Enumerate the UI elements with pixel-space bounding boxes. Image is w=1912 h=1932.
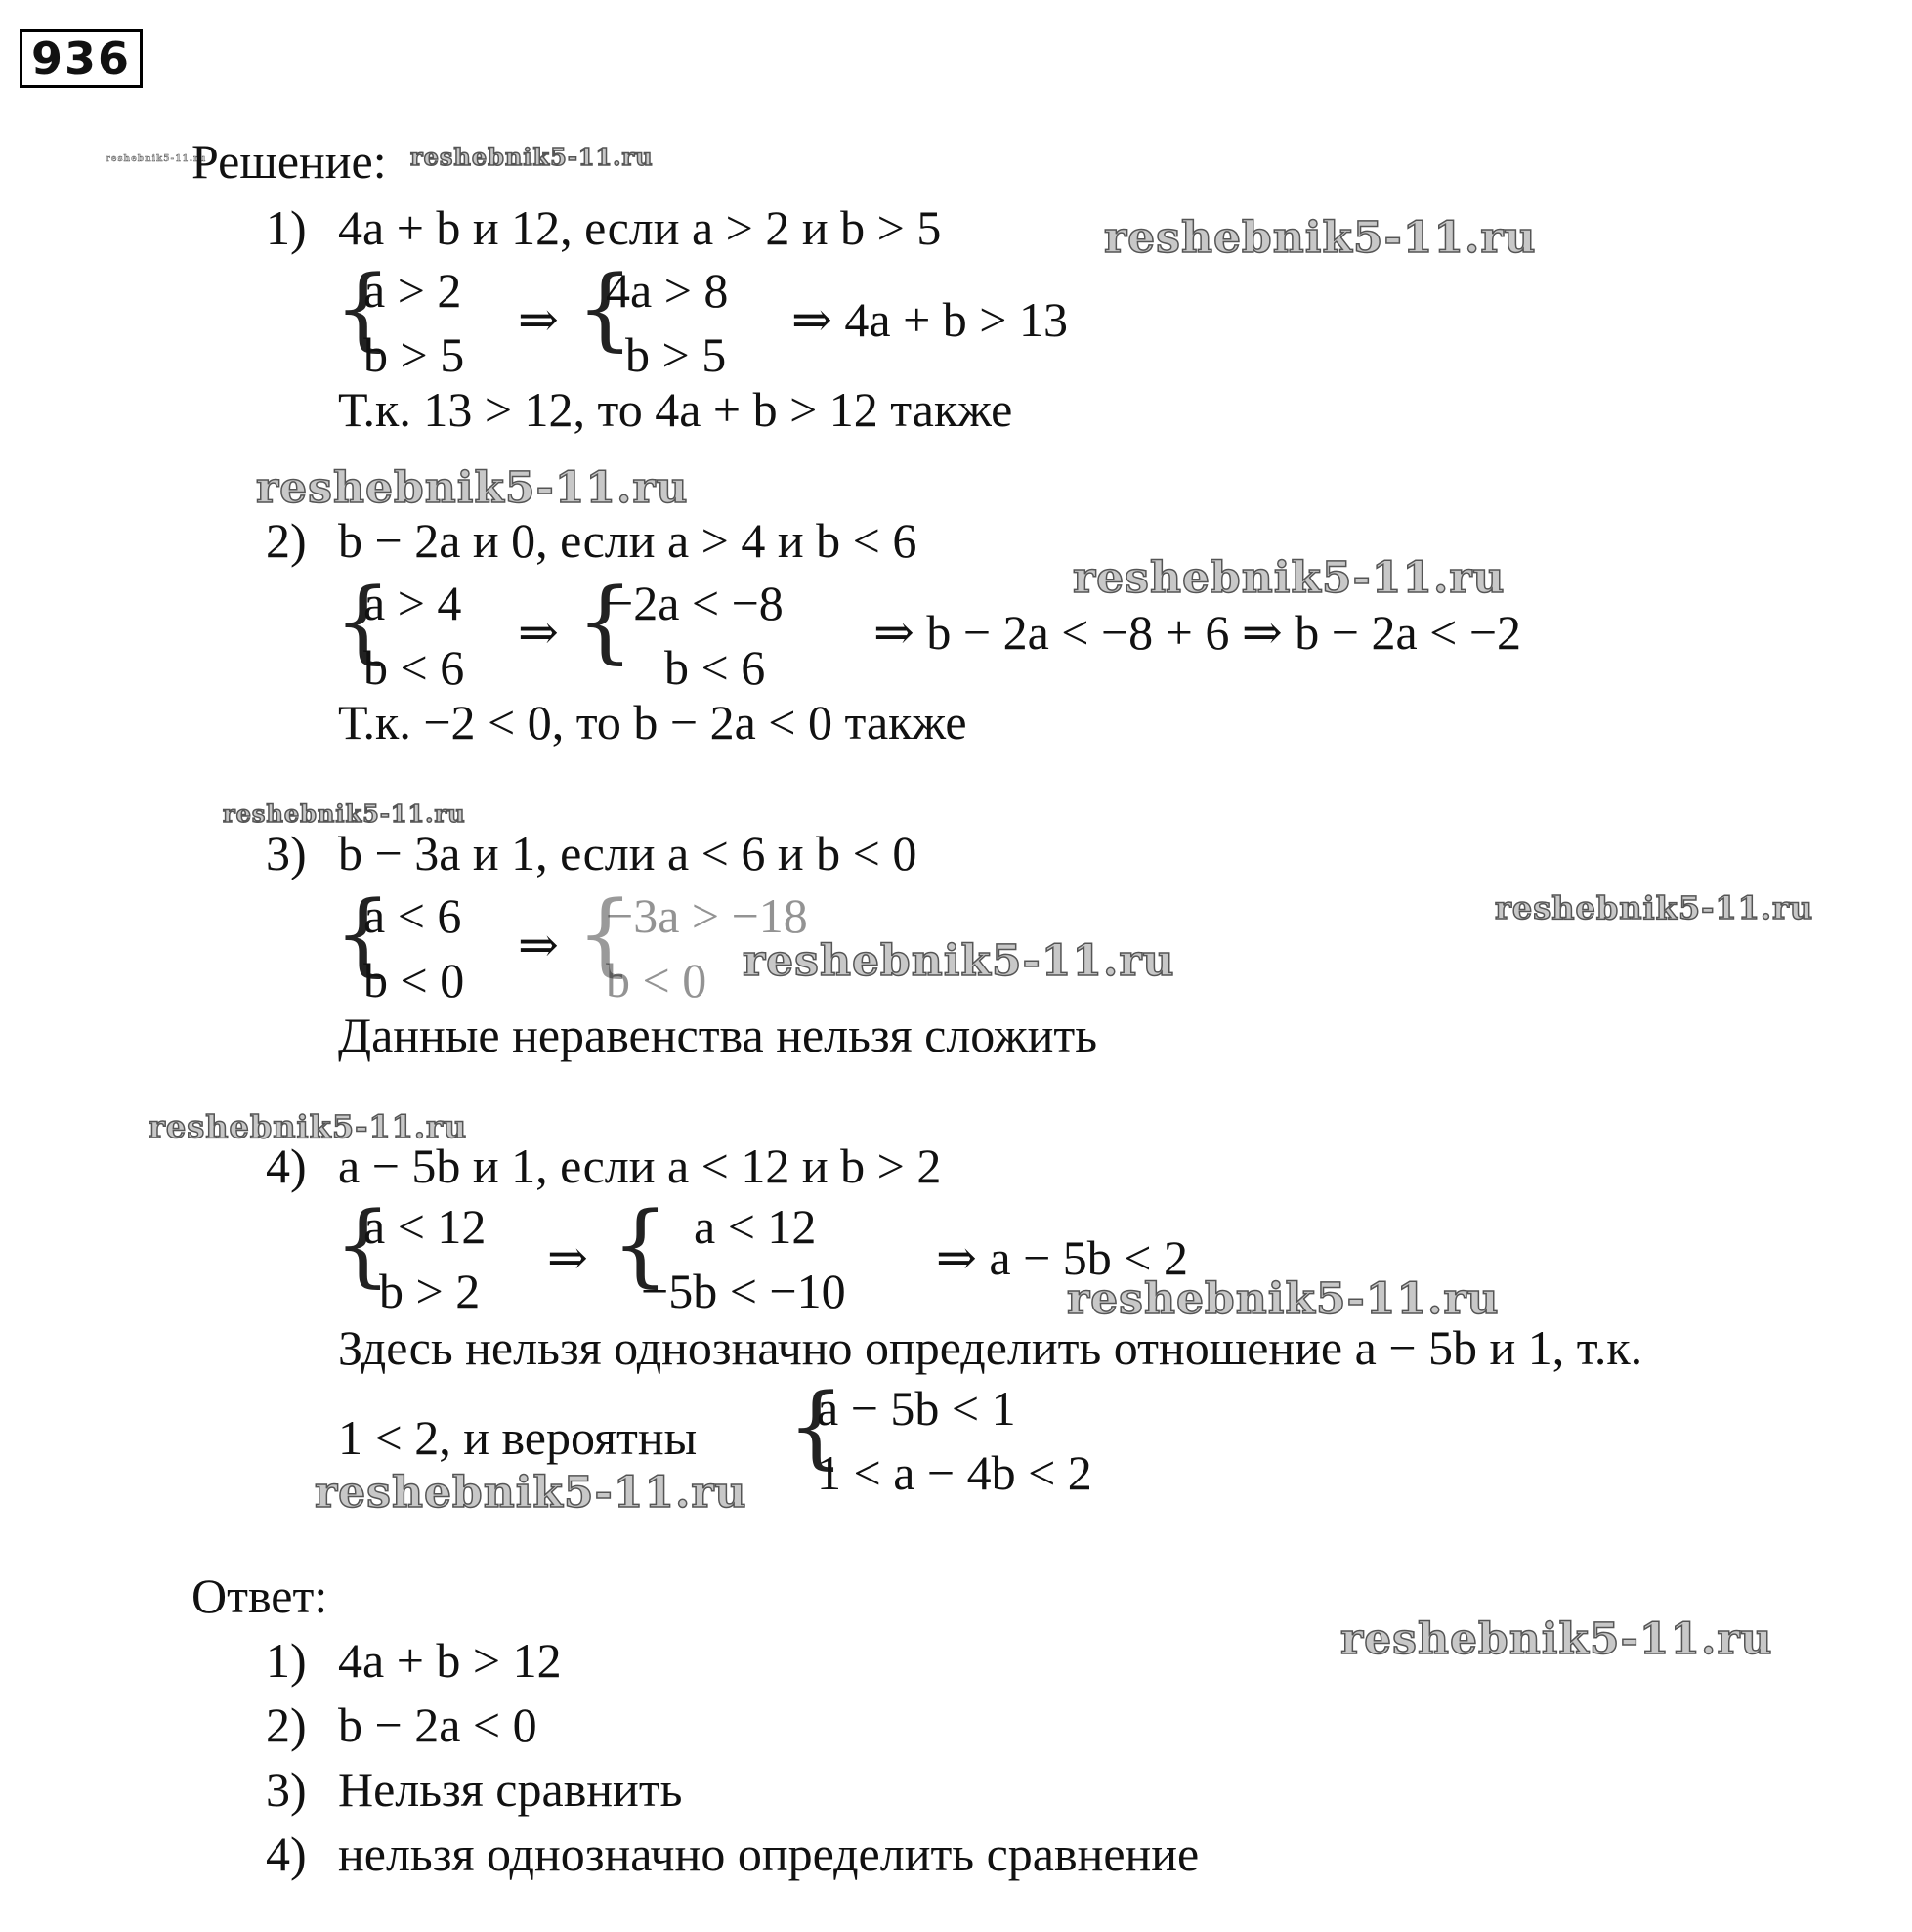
section-conclusion: Т.к. 13 > 12, то 4a + b > 12 также xyxy=(338,382,1013,437)
watermark: reshebnik5-11.ru xyxy=(315,1468,747,1518)
solution-heading: Решение: xyxy=(191,134,387,189)
watermark: reshebnik5-11.ru xyxy=(1495,889,1814,926)
answer-number: 3) xyxy=(266,1762,307,1817)
system-brace: { xyxy=(334,569,392,673)
section-result: ⇒ b − 2a < −8 + 6 ⇒ b − 2a < −2 xyxy=(873,605,1522,660)
watermark: reshebnik5-11.ru xyxy=(256,463,689,513)
system-line: b < 6 xyxy=(664,640,766,695)
answer-heading: Ответ: xyxy=(191,1568,328,1623)
system-line: b < 0 xyxy=(606,953,707,1008)
system-line: a < 12 xyxy=(363,1199,487,1254)
system-brace: { xyxy=(334,256,392,361)
answer-text: нельзя однозначно определить сравнение xyxy=(338,1826,1200,1881)
system-brace: { xyxy=(576,256,634,361)
watermark: reshebnik5-11.ru xyxy=(410,143,654,171)
answer-number: 1) xyxy=(266,1633,307,1688)
watermark: reshebnik5-11.ru xyxy=(1340,1614,1773,1664)
system-line: a < 12 xyxy=(694,1199,817,1254)
section-statement: a − 5b и 1, если a < 12 и b > 2 xyxy=(338,1138,942,1193)
system-brace: { xyxy=(334,1192,392,1297)
extra-lead: 1 < 2, и вероятны xyxy=(338,1410,698,1465)
answer-text: 4a + b > 12 xyxy=(338,1633,562,1688)
implies-arrow: ⇒ xyxy=(518,918,559,972)
section-number: 4) xyxy=(266,1138,307,1193)
implies-arrow: ⇒ xyxy=(518,292,559,347)
system-line: −5b < −10 xyxy=(641,1264,846,1318)
watermark: reshebnik5-11.ru xyxy=(223,799,466,828)
section-conclusion: Данные неравенства нельзя сложить xyxy=(338,1008,1098,1062)
watermark: reshebnik5-11.ru xyxy=(743,936,1175,986)
section-number: 3) xyxy=(266,826,307,880)
system-line: a < 6 xyxy=(363,888,462,943)
watermark: reshebnik5-11.ru xyxy=(106,154,207,164)
implies-arrow: ⇒ xyxy=(518,605,559,660)
section-result: ⇒ 4a + b > 13 xyxy=(791,292,1068,347)
system-brace: { xyxy=(612,1192,669,1297)
section-conclusion: Т.к. −2 < 0, то b − 2a < 0 также xyxy=(338,695,967,750)
section-statement: 4a + b и 12, если a > 2 и b > 5 xyxy=(338,200,942,255)
watermark: reshebnik5-11.ru xyxy=(1104,213,1537,263)
problem-number: 936 xyxy=(20,29,143,88)
system-line: a > 2 xyxy=(363,263,462,318)
system-brace: { xyxy=(334,881,392,986)
system-line: 1 < a − 4b < 2 xyxy=(817,1445,1092,1500)
system-line: b < 0 xyxy=(363,953,465,1008)
watermark: reshebnik5-11.ru xyxy=(1073,553,1506,603)
implies-arrow: ⇒ xyxy=(547,1230,588,1285)
section-conclusion: Здесь нельзя однозначно определить отношение a − 5b и 1, т.к. xyxy=(338,1320,1643,1375)
section-statement: b − 3a и 1, если a < 6 и b < 0 xyxy=(338,826,917,880)
system-line: −2a < −8 xyxy=(606,576,784,630)
system-line: a − 5b < 1 xyxy=(817,1381,1016,1436)
system-line: b > 5 xyxy=(625,327,727,382)
system-brace: { xyxy=(576,569,634,673)
section-number: 1) xyxy=(266,200,307,255)
section-result: ⇒ a − 5b < 2 xyxy=(936,1230,1188,1285)
watermark: reshebnik5-11.ru xyxy=(1067,1274,1500,1324)
system-line: a > 4 xyxy=(363,576,462,630)
system-line: b > 5 xyxy=(363,327,465,382)
answer-number: 4) xyxy=(266,1826,307,1881)
answer-number: 2) xyxy=(266,1697,307,1752)
section-statement: b − 2a и 0, если a > 4 и b < 6 xyxy=(338,513,917,568)
watermark: reshebnik5-11.ru xyxy=(149,1108,468,1145)
system-line: b > 2 xyxy=(379,1264,481,1318)
system-line: b < 6 xyxy=(363,640,465,695)
system-brace: { xyxy=(787,1374,845,1479)
answer-text: Нельзя сравнить xyxy=(338,1762,683,1817)
section-number: 2) xyxy=(266,513,307,568)
system-brace: { xyxy=(576,881,634,986)
answer-text: b − 2a < 0 xyxy=(338,1697,537,1752)
system-line: 4a > 8 xyxy=(606,263,729,318)
system-line: −3a > −18 xyxy=(606,888,808,943)
